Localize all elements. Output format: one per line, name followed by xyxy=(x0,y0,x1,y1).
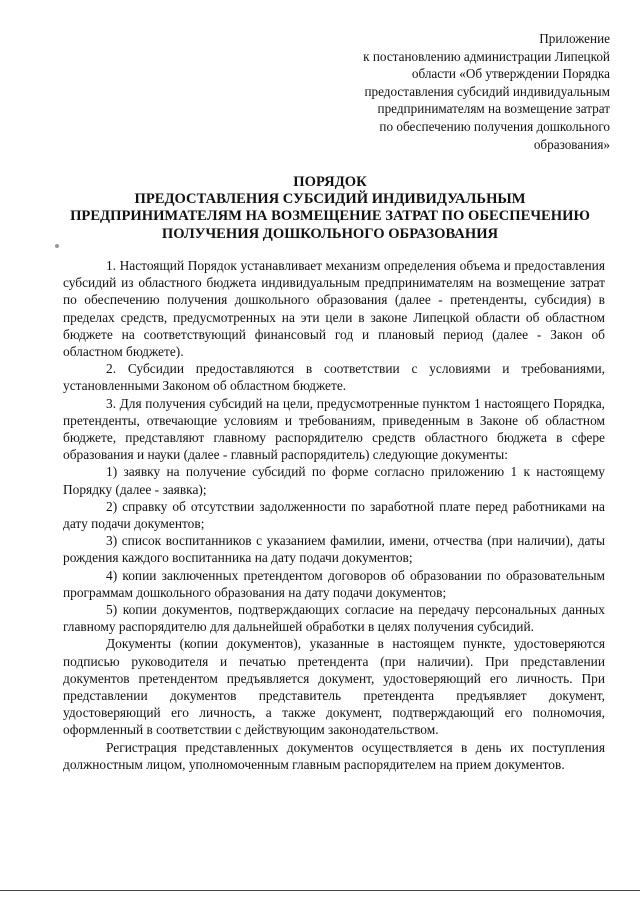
appendix-line: к постановлению администрации Липецкой xyxy=(363,48,610,64)
appendix-line: Приложение xyxy=(539,31,610,46)
list-item-5: 5) копии документов, подтверждающих согласие на передачу персональных данных главному распорядителю для дальнейшей обработки в целях получения субсидий. xyxy=(63,602,605,635)
title-line: ПРЕДОСТАВЛЕНИЯ СУБСИДИЙ ИНДИВИДУАЛЬНЫМ xyxy=(134,191,526,208)
document-body xyxy=(63,257,605,773)
title-line: ПРЕДПРИНИМАТЕЛЯМ НА ВОЗМЕЩЕНИЕ ЗАТРАТ ПО ОБЕСПЕЧЕНИЮ xyxy=(70,208,590,225)
list-item-3: 3) список воспитанников с указанием фамилии, имени, отчества (при наличии), даты рождения каждого воспитанника на дату подачи документов; xyxy=(63,533,605,566)
paragraph-3: 3. Для получения субсидий на цели, предусмотренные пунктом 1 настоящего Порядка, претенденты, отвечающие условиям и требованиям, приведенным в Законе об областном бюджете, представляют главному распорядителю средств областного бюджета в сфере образования и науки (далее - главный распорядитель) следующие документы: xyxy=(63,395,605,463)
paragraph-registration: Регистрация представленных документов осуществляется в день их поступления должностным лицом, уполномоченным главным распорядителем на прием документов. xyxy=(63,739,605,772)
paragraph-documents: Документы (копии документов), указанные в настоящем пункте, удостоверяются подписью руководителя и печатью претендента (при наличии). При представлении документов претендентом предъявляется документ, удостоверяющий его личность. При представлении документов представитель претендента предъявляет документ, удостоверяющий его личность, а также документ, подтверждающий его полномочия, оформленный в соответствии с действующим законодательством. xyxy=(63,636,605,738)
scan-dot xyxy=(55,244,59,248)
appendix-line: области «Об утверждении Порядка xyxy=(411,66,610,82)
title-line: ПОРЯДОК xyxy=(293,174,367,190)
appendix-line: образования» xyxy=(533,136,610,152)
list-item-2: 2) справку об отсутствии задолженности по заработной плате перед работниками на дату подачи документов; xyxy=(63,498,605,532)
bottom-rule xyxy=(0,890,640,891)
appendix-line: по обеспечению получения дошкольного xyxy=(379,118,610,134)
list-item-1: 1) заявку на получение субсидий по форме согласно приложению 1 к настоящему Порядку (далее - заявка); xyxy=(63,464,605,497)
document-title xyxy=(56,174,604,243)
appendix-line: предоставления субсидий индивидуальным xyxy=(364,83,610,99)
title-line: ПОЛУЧЕНИЯ ДОШКОЛЬНОГО ОБРАЗОВАНИЯ xyxy=(161,225,499,242)
appendix-line: предпринимателям на возмещение затрат xyxy=(377,101,610,117)
list-item-4: 4) копии заключенных претендентом договоров об образовании по образовательным программам дошкольного образования на дату подачи документов; xyxy=(63,567,605,600)
appendix-header xyxy=(310,30,610,153)
paragraph-1: 1. Настоящий Порядок устанавливает механизм определения объема и предоставления субсидий из областного бюджета индивидуальным предпринимателям на возмещение затрат по обеспечению получения дошкольного образования (далее - претенденты, субсидия) в пределах средств, предусмотренных на эти цели в законе Липецкой области об областном бюджете на соответствующий финансовый год и плановый период (далее - Закон об областном бюджете). xyxy=(63,258,605,360)
paragraph-2: 2. Субсидии предоставляются в соответствии с условиями и требованиями, установленными Законом об областном бюджете. xyxy=(63,361,605,394)
